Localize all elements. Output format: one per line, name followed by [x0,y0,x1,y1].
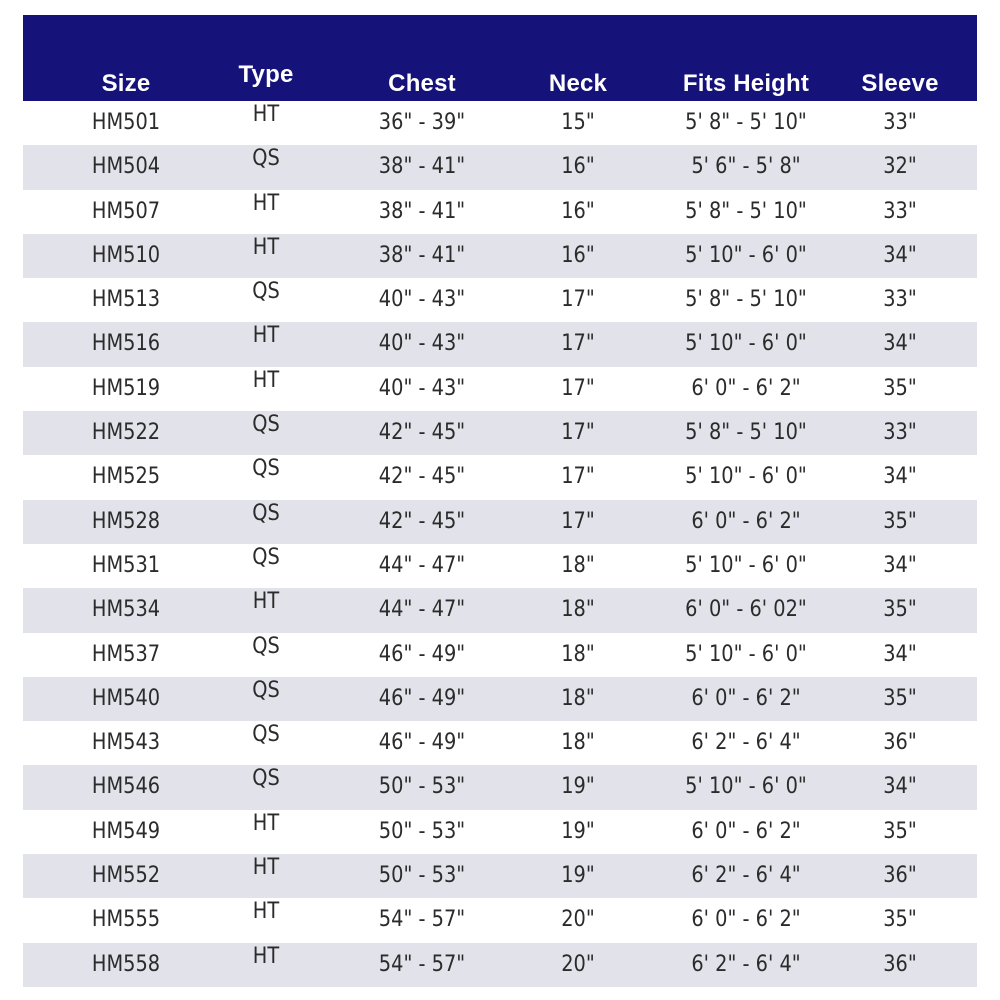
cell-size: HM528 [91,508,161,534]
table-header [23,15,977,101]
cell-height: 6' 0" - 6' 2" [691,508,801,534]
table-row [23,278,977,322]
cell-chest: 54" - 57" [378,951,466,977]
cell-sleeve: 33" [883,198,917,224]
cell-sleeve: 34" [883,242,917,268]
cell-sleeve: 36" [883,863,917,889]
cell-chest: 40" - 43" [378,375,466,401]
cell-type: QS [252,279,280,305]
cell-height: 6' 0" - 6' 2" [691,375,801,401]
table-row [23,633,977,677]
cell-size: HM516 [91,331,161,357]
cell-type: QS [252,146,280,172]
cell-neck: 18" [561,685,595,711]
cell-size: HM504 [91,154,161,180]
cell-height: 6' 2" - 6' 4" [691,730,801,756]
cell-size: HM522 [91,420,161,446]
size-chart-table [23,15,977,987]
cell-neck: 17" [561,464,595,490]
cell-height: 5' 10" - 6' 0" [685,242,807,268]
cell-height: 5' 10" - 6' 0" [685,464,807,490]
cell-neck: 20" [561,907,595,933]
table-row [23,500,977,544]
cell-type: QS [252,456,280,482]
cell-neck: 20" [561,951,595,977]
table-row [23,544,977,588]
cell-type: QS [252,633,280,659]
cell-type: QS [252,544,280,570]
cell-size: HM540 [91,685,161,711]
cell-neck: 17" [561,508,595,534]
cell-chest: 46" - 49" [378,730,466,756]
cell-neck: 19" [561,818,595,844]
cell-chest: 44" - 47" [378,597,466,623]
cell-sleeve: 35" [883,685,917,711]
cell-size: HM558 [91,951,161,977]
cell-sleeve: 34" [883,774,917,800]
cell-chest: 50" - 53" [378,818,466,844]
cell-chest: 40" - 43" [378,287,466,313]
table-row [23,810,977,854]
cell-type: HT [252,810,280,836]
cell-height: 5' 10" - 6' 0" [685,331,807,357]
cell-neck: 18" [561,641,595,667]
table-row [23,101,977,145]
cell-sleeve: 35" [883,907,917,933]
cell-size: HM513 [91,287,161,313]
cell-height: 5' 6" - 5' 8" [691,154,801,180]
table-row [23,677,977,721]
header-sleeve: Sleeve [861,70,939,97]
cell-size: HM507 [91,198,161,224]
cell-neck: 19" [561,774,595,800]
cell-sleeve: 34" [883,331,917,357]
cell-type: QS [252,722,280,748]
cell-sleeve: 33" [883,110,917,135]
table-row [23,190,977,234]
cell-chest: 42" - 45" [378,464,466,490]
cell-type: HT [252,899,280,925]
cell-height: 5' 8" - 5' 10" [685,420,807,446]
cell-chest: 36" - 39" [378,110,466,135]
cell-sleeve: 35" [883,375,917,401]
cell-sleeve: 32" [883,154,917,180]
cell-size: HM501 [91,110,161,135]
cell-sleeve: 36" [883,951,917,977]
cell-chest: 54" - 57" [378,907,466,933]
table-row [23,898,977,942]
cell-chest: 42" - 45" [378,508,466,534]
cell-type: HT [252,190,280,216]
table-row [23,943,977,987]
cell-size: HM549 [91,818,161,844]
cell-type: HT [252,367,280,393]
cell-sleeve: 33" [883,420,917,446]
cell-type: HT [252,943,280,969]
cell-sleeve: 35" [883,818,917,844]
cell-sleeve: 34" [883,464,917,490]
cell-height: 5' 10" - 6' 0" [685,641,807,667]
cell-chest: 50" - 53" [378,863,466,889]
header-neck: Neck [548,70,608,97]
cell-size: HM525 [91,464,161,490]
cell-sleeve: 33" [883,287,917,313]
header-type: Type [238,61,294,88]
table-body [23,101,977,987]
table-row [23,367,977,411]
cell-sleeve: 34" [883,552,917,578]
cell-size: HM519 [91,375,161,401]
cell-neck: 17" [561,331,595,357]
cell-chest: 38" - 41" [378,154,466,180]
cell-type: HT [252,234,280,260]
cell-size: HM546 [91,774,161,800]
cell-neck: 15" [561,110,595,135]
table-row [23,322,977,366]
cell-size: HM534 [91,597,161,623]
cell-type: HT [252,589,280,615]
cell-neck: 16" [561,154,595,180]
cell-neck: 17" [561,420,595,446]
header-fits-height: Fits Height [682,70,810,97]
cell-neck: 17" [561,287,595,313]
cell-chest: 38" - 41" [378,242,466,268]
cell-chest: 38" - 41" [378,198,466,224]
cell-neck: 19" [561,863,595,889]
cell-height: 6' 2" - 6' 4" [691,951,801,977]
cell-type: HT [252,855,280,881]
table-row [23,588,977,632]
cell-chest: 50" - 53" [378,774,466,800]
cell-size: HM543 [91,730,161,756]
cell-neck: 18" [561,552,595,578]
table-row [23,854,977,898]
cell-sleeve: 35" [883,508,917,534]
table-row [23,721,977,765]
cell-type: QS [252,677,280,703]
table-row [23,145,977,189]
cell-height: 6' 2" - 6' 4" [691,863,801,889]
cell-neck: 16" [561,242,595,268]
cell-size: HM510 [91,242,161,268]
cell-chest: 44" - 47" [378,552,466,578]
cell-chest: 40" - 43" [378,331,466,357]
table-row [23,234,977,278]
cell-neck: 18" [561,597,595,623]
cell-type: HT [252,323,280,349]
cell-height: 5' 8" - 5' 10" [685,110,807,135]
cell-height: 6' 0" - 6' 2" [691,818,801,844]
cell-neck: 16" [561,198,595,224]
cell-height: 5' 10" - 6' 0" [685,552,807,578]
cell-height: 6' 0" - 6' 02" [685,597,807,623]
cell-sleeve: 34" [883,641,917,667]
cell-neck: 18" [561,730,595,756]
cell-chest: 46" - 49" [378,685,466,711]
cell-type: QS [252,412,280,438]
cell-type: QS [252,766,280,792]
cell-height: 5' 8" - 5' 10" [685,287,807,313]
cell-chest: 42" - 45" [378,420,466,446]
cell-height: 6' 0" - 6' 2" [691,907,801,933]
cell-height: 5' 8" - 5' 10" [685,198,807,224]
cell-chest: 46" - 49" [378,641,466,667]
cell-size: HM555 [91,907,161,933]
cell-type: HT [252,102,280,127]
cell-size: HM531 [91,552,161,578]
cell-sleeve: 36" [883,730,917,756]
cell-sleeve: 35" [883,597,917,623]
cell-size: HM537 [91,641,161,667]
cell-neck: 17" [561,375,595,401]
header-chest: Chest [388,70,456,97]
table-row [23,455,977,499]
cell-height: 6' 0" - 6' 2" [691,685,801,711]
table-row [23,765,977,809]
cell-height: 5' 10" - 6' 0" [685,774,807,800]
table-row [23,411,977,455]
cell-size: HM552 [91,863,161,889]
header-size: Size [101,70,151,97]
cell-type: QS [252,500,280,526]
